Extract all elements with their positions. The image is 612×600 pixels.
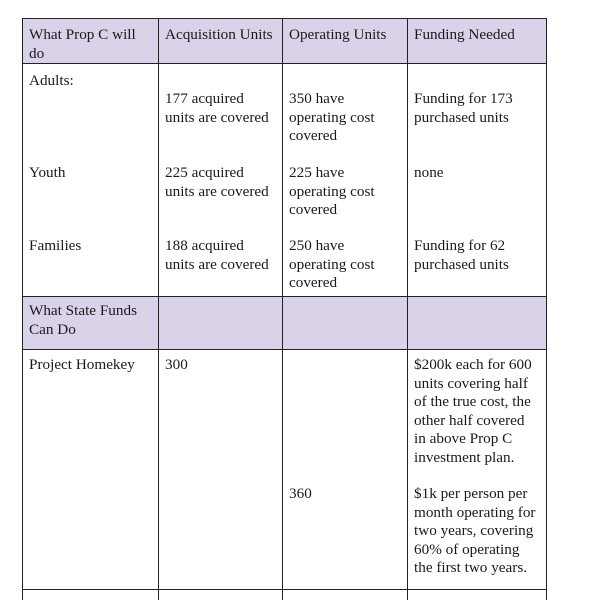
homekey-operating-cell xyxy=(283,350,408,590)
prop-c-groups-row xyxy=(23,64,547,297)
empty-cell xyxy=(408,297,547,350)
homekey-funding-cell xyxy=(408,350,547,590)
funding-text: none xyxy=(414,164,540,183)
prop-c-table xyxy=(22,18,547,600)
empty-cell xyxy=(23,590,159,600)
funding-cell xyxy=(408,64,547,297)
empty-cell xyxy=(283,297,408,350)
table-header-row xyxy=(23,19,547,64)
header-cell: Operating Units xyxy=(283,19,408,64)
table-continuation-row xyxy=(23,590,547,600)
homekey-funding-operating: $1k per person per month operating for two years, covering 60% of operating the first two years. xyxy=(414,485,540,578)
acquisition-cell xyxy=(159,64,283,297)
empty-cell xyxy=(283,590,408,600)
state-funds-header-row xyxy=(23,297,547,350)
homekey-operating: 360 xyxy=(289,485,401,504)
empty-cell xyxy=(159,297,283,350)
group-label-cell xyxy=(23,64,159,297)
group-label: Youth xyxy=(29,164,152,183)
homekey-row xyxy=(23,350,547,590)
empty-cell xyxy=(408,590,547,600)
acquisition-text: 225 acquired units are covered xyxy=(165,164,276,201)
acquisition-text: 188 acquired units are covered xyxy=(165,237,276,274)
funding-text: Funding for 173 purchased units xyxy=(414,90,540,127)
operating-text: 225 have operating cost covered xyxy=(289,164,401,220)
operating-text: 250 have operating cost covered xyxy=(289,237,401,293)
header-cell: What Prop C will do xyxy=(23,19,159,64)
group-label: Families xyxy=(29,237,152,256)
operating-cell xyxy=(283,64,408,297)
homekey-label: Project Homekey xyxy=(23,350,159,590)
homekey-funding-acquisition: $200k each for 600 units covering half of the true cost, the other half covered in above Prop C investment plan. xyxy=(414,356,540,467)
acquisition-text: 177 acquired units are covered xyxy=(165,90,276,127)
funding-text: Funding for 62 purchased units xyxy=(414,237,540,274)
header-cell: Acquisition Units xyxy=(159,19,283,64)
empty-cell xyxy=(159,590,283,600)
homekey-acquisition: 300 xyxy=(159,350,283,590)
state-funds-label: What State Funds Can Do xyxy=(23,297,159,350)
operating-text: 350 have operating cost covered xyxy=(289,90,401,146)
header-cell: Funding Needed xyxy=(408,19,547,64)
group-label: Adults: xyxy=(29,72,152,91)
